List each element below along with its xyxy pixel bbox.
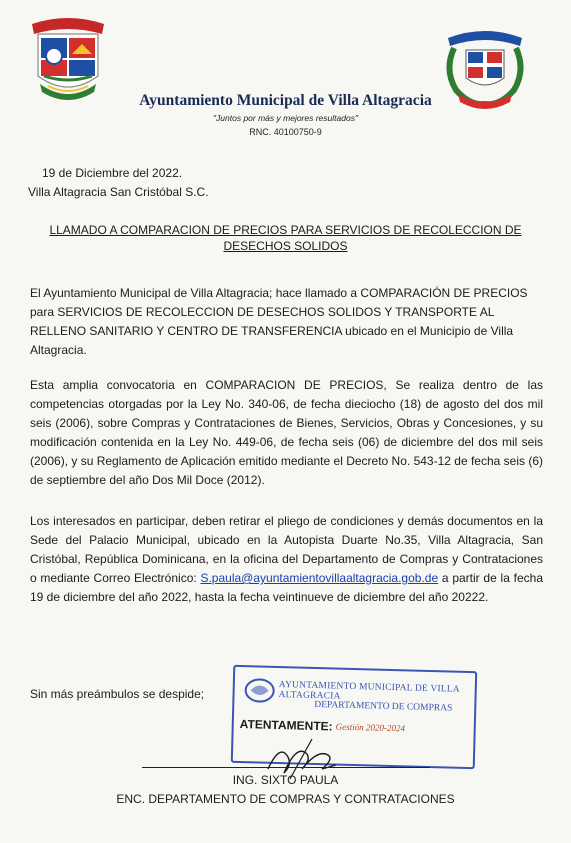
signature-line [142, 767, 430, 768]
letter-subject [40, 222, 531, 254]
stamp-attention: ATENTAMENTE: [239, 717, 333, 734]
letter-date: 19 de Diciembre del 2022. [42, 166, 183, 180]
stamp-department: DEPARTAMENTO DE COMPRAS [314, 699, 453, 714]
paragraph-3-text-b: a partir de la fecha 19 de diciembre del año 2022, hasta la fecha veintinueve de diciembre del año 20222. [30, 571, 544, 604]
paragraph-1: El Ayuntamiento Municipal de Villa Altagracia; hace llamado a COMPARACIÓN DE PRECIOS para SERVICIOS DE RECOLECCION DE DESECHOS SOLIDOS Y TRANSPORTE AL RELLENO SANITARIO Y CENTRO DE TRANSFERENCIA ubicado en el Municipio de Villa Altagracia. [30, 286, 528, 357]
subject-line-2: DESECHOS SOLIDOS [223, 239, 348, 253]
municipal-seal-logo [28, 14, 108, 104]
paragraph-3-text-a: Los interesados en participar, deben retirar el pliego de condiciones y demás documentos en la Sede del Palacio Municipal, ubicado en la Autopista Duarte No.35, Villa Altagracia, San Cristóbal, República Dominicana, en la oficina del Departamento de Compras y Contrataciones o mediante Correo Electrónico: [30, 514, 543, 585]
rnc-number: RNC. 40100750-9 [249, 127, 322, 137]
stamp-emblem-icon [242, 675, 277, 706]
stamp-institution: AYUNTAMIENTO MUNICIPAL DE VILLA ALTAGRACIA [278, 680, 460, 702]
signer-name: ING. SIXTO PAULA [232, 773, 339, 787]
contact-email-link[interactable]: S.paula@ayuntamientovillaaltagracia.gob.de [200, 571, 439, 585]
closing-line: Sin más preámbulos se despide; [30, 687, 205, 701]
paragraph-3 [30, 512, 543, 607]
letter-location: Villa Altagracia San Cristóbal S.C. [28, 185, 209, 199]
signer-title: ENC. DEPARTAMENTO DE COMPRAS Y CONTRATACIONES [116, 792, 455, 806]
institution-title: Ayuntamiento Municipal de Villa Altagracia [139, 92, 432, 109]
paragraph-2: Esta amplia convocatoria en COMPARACION DE PRECIOS, Se realiza dentro de las competencias otorgadas por la Ley No. 340-06, de fecha dieciocho (18) de agosto del dos mil seis (2006), sobre Compras y Contrataciones de Bienes, Servicios, Obras y Concesiones, y su modificación contenida en la Ley No. 449-06, de fecha seis (06) de diciembre del dos mil seis (2006), y su Reglamento de Aplicación emitido mediante el Decreto No. 543-12 de fecha seis (6) de septiembre del año Dos Mil Doce (2012). [30, 378, 543, 487]
subject-line-1: LLAMADO A COMPARACION DE PRECIOS PARA SERVICIOS DE RECOLECCION DE [49, 223, 522, 237]
stamp-period: Gestión 2020-2024 [335, 721, 406, 734]
institution-slogan: "Juntos por más y mejores resultados" [213, 113, 358, 123]
